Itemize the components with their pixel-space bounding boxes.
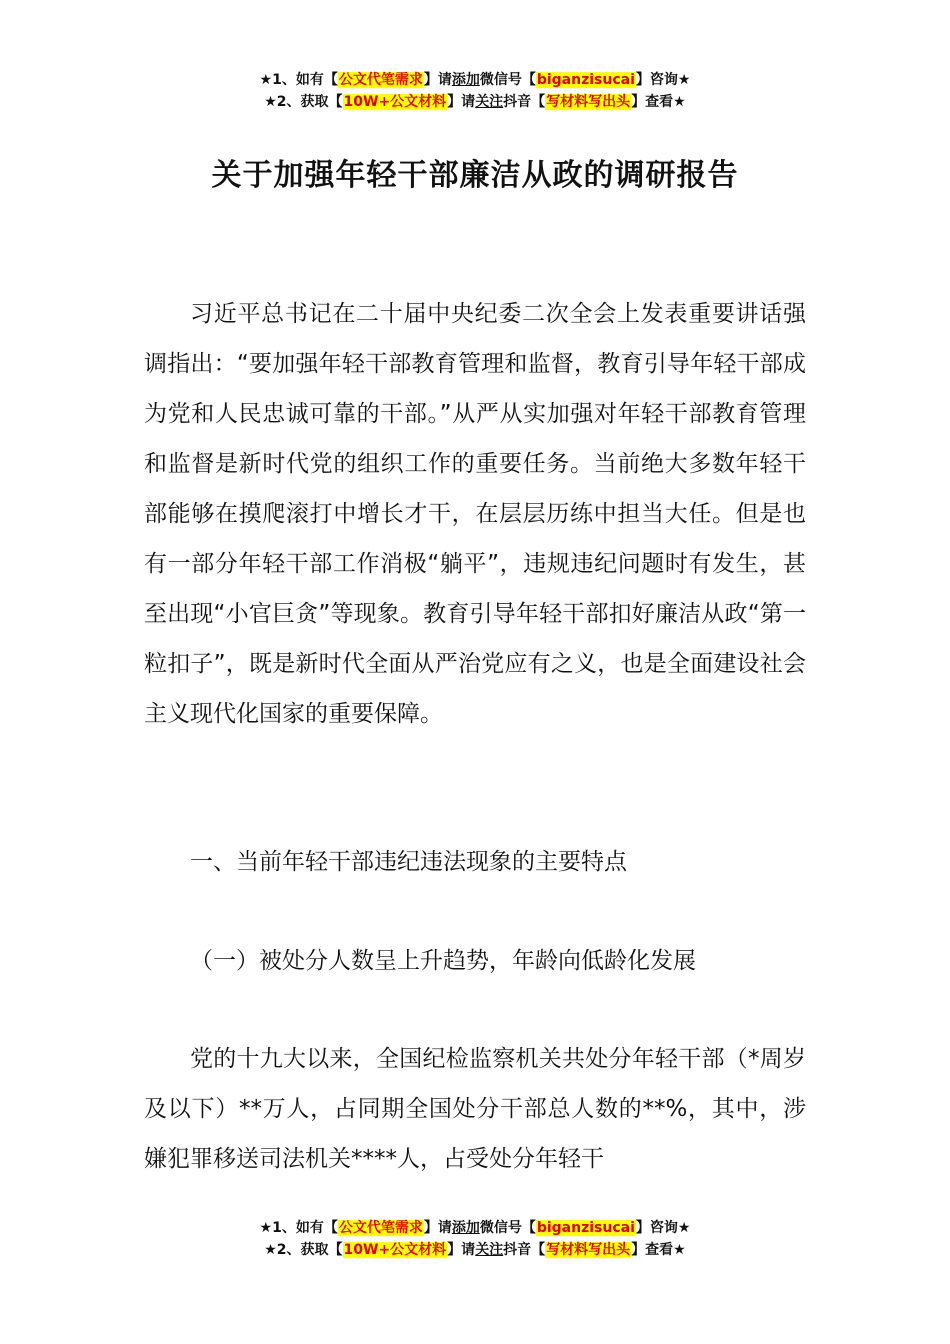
footer-banner: [0, 1217, 950, 1261]
page-title: 关于加强年轻干部廉洁从政的调研报告: [211, 158, 739, 193]
highlight-service: 公文代笔需求: [338, 72, 423, 88]
banner-line-2: ★2、获取【10W+公文材料】请关注抖音【写材料写出头】查看★: [264, 1242, 686, 1258]
highlight-materials: 10W+公文材料: [343, 1242, 447, 1258]
banner-line-2: ★2、获取【10W+公文材料】请关注抖音【写材料写出头】查看★: [264, 94, 686, 110]
highlight-wechat-id: biganzisucai: [536, 72, 635, 88]
banner-line-1: ★1、如有【公文代笔需求】请添加微信号【biganzisucai】咨询★: [259, 72, 691, 88]
header-banner: [0, 69, 950, 113]
subsection-heading: （一）被处分人数呈上升趋势，年龄向低龄化发展: [190, 948, 696, 974]
highlight-service: 公文代笔需求: [338, 1220, 423, 1236]
highlight-douyin-account: 写材料写出头: [546, 94, 631, 110]
body-paragraph: 党的十九大以来，全国纪检监察机关共处分年轻干部（*周岁及以下）**万人，占同期全国处分干部总人数的**%，其中，涉嫌犯罪移送司法机关****人，占受处分年轻干: [144, 1046, 806, 1172]
banner-line-1: ★1、如有【公文代笔需求】请添加微信号【biganzisucai】咨询★: [259, 1220, 691, 1236]
highlight-wechat-id: biganzisucai: [536, 1220, 635, 1236]
intro-paragraph: 习近平总书记在二十届中央纪委二次全会上发表重要讲话强调指出：“要加强年轻干部教育管理和监督，教育引导年轻干部成为党和人民忠诚可靠的干部。”从严从实加强对年轻干部教育管理和监督是新时代党的组织工作的重要任务。当前绝大多数年轻干部能够在摸爬滚打中增长才干，在层层历练中担当大任。但是也有一部分年轻干部工作消极“躺平”，违规违纪问题时有发生，甚至出现“小官巨贪”等现象。教育引导年轻干部扣好廉洁从政“第一粒扣子”，既是新时代全面从严治党应有之义，也是全面建设社会主义现代化国家的重要保障。: [144, 301, 806, 727]
section-heading: 一、当前年轻干部违纪违法现象的主要特点: [190, 849, 627, 875]
highlight-douyin-account: 写材料写出头: [546, 1242, 631, 1258]
highlight-materials: 10W+公文材料: [343, 94, 447, 110]
